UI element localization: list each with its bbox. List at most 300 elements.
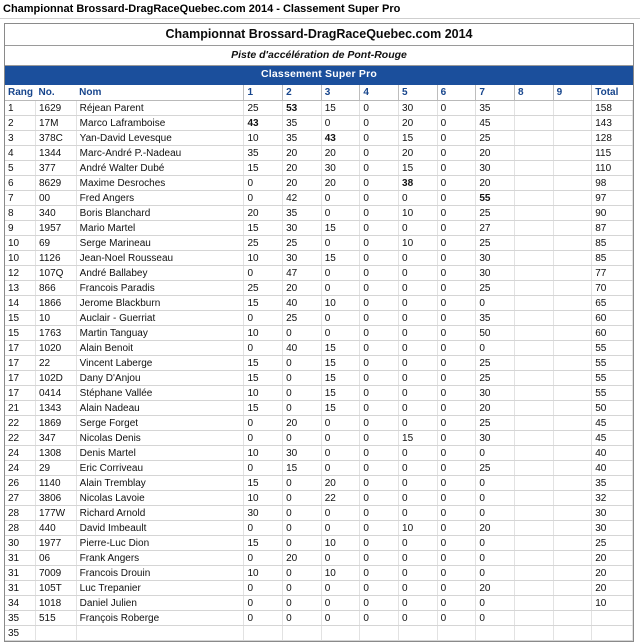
cell-round-1: 15 bbox=[244, 401, 283, 416]
cell-round-3: 15 bbox=[321, 341, 360, 356]
cell-round-6: 0 bbox=[437, 416, 476, 431]
table-row bbox=[5, 221, 633, 236]
cell-round-9 bbox=[553, 221, 592, 236]
cell-no: 1763 bbox=[36, 326, 77, 341]
cell-total: 90 bbox=[592, 206, 633, 221]
cell-round-1: 0 bbox=[244, 461, 283, 476]
cell-round-6: 0 bbox=[437, 311, 476, 326]
cell-round-5: 20 bbox=[399, 146, 438, 161]
cell-total: 55 bbox=[592, 356, 633, 371]
cell-round-4: 0 bbox=[360, 251, 399, 266]
cell-round-3: 0 bbox=[321, 326, 360, 341]
cell-total: 158 bbox=[592, 101, 633, 116]
cell-total: 97 bbox=[592, 191, 633, 206]
cell-round-4: 0 bbox=[360, 596, 399, 611]
cell-no: 378C bbox=[36, 131, 77, 146]
table-row bbox=[5, 551, 633, 566]
category-band: Classement Super Pro bbox=[5, 66, 633, 83]
table-row bbox=[5, 101, 633, 116]
cell-round-8 bbox=[514, 206, 553, 221]
cell-round-1: 0 bbox=[244, 611, 283, 626]
cell-round-7: 27 bbox=[476, 221, 515, 236]
cell-round-9 bbox=[553, 581, 592, 596]
cell-rang: 10 bbox=[5, 251, 36, 266]
cell-round-5: 0 bbox=[399, 416, 438, 431]
cell-round-8 bbox=[514, 296, 553, 311]
cell-round-2: 0 bbox=[283, 431, 322, 446]
cell-round-1: 0 bbox=[244, 596, 283, 611]
cell-no: 06 bbox=[36, 551, 77, 566]
table-row bbox=[5, 431, 633, 446]
cell-no: 8629 bbox=[36, 176, 77, 191]
cell-round-6: 0 bbox=[437, 596, 476, 611]
table-row bbox=[5, 311, 633, 326]
cell-nom: François Roberge bbox=[76, 611, 244, 626]
cell-round-2: 0 bbox=[283, 566, 322, 581]
cell-round-2: 0 bbox=[283, 491, 322, 506]
cell-round-3: 0 bbox=[321, 281, 360, 296]
cell-no: 1869 bbox=[36, 416, 77, 431]
cell-round-4: 0 bbox=[360, 116, 399, 131]
cell-nom: Stéphane Vallée bbox=[76, 386, 244, 401]
cell-round-8 bbox=[514, 101, 553, 116]
table-row bbox=[5, 476, 633, 491]
col-header-rang[interactable]: Rang bbox=[5, 84, 36, 101]
cell-round-9 bbox=[553, 431, 592, 446]
cell-round-8 bbox=[514, 386, 553, 401]
cell-nom: Francois Drouin bbox=[76, 566, 244, 581]
cell-nom: André Walter Dubé bbox=[76, 161, 244, 176]
cell-round-2: 0 bbox=[283, 611, 322, 626]
cell-round-6: 0 bbox=[437, 536, 476, 551]
table-row bbox=[5, 341, 633, 356]
cell-round-8 bbox=[514, 236, 553, 251]
cell-round-7: 0 bbox=[476, 506, 515, 521]
cell-no: 866 bbox=[36, 281, 77, 296]
cell-round-4 bbox=[360, 626, 399, 641]
cell-total: 45 bbox=[592, 416, 633, 431]
cell-round-2: 40 bbox=[283, 296, 322, 311]
cell-no: 105T bbox=[36, 581, 77, 596]
col-header-round-8[interactable]: 8 bbox=[514, 84, 553, 101]
cell-round-2: 30 bbox=[283, 221, 322, 236]
cell-round-1: 0 bbox=[244, 416, 283, 431]
cell-total: 20 bbox=[592, 581, 633, 596]
cell-round-2: 15 bbox=[283, 461, 322, 476]
cell-round-1: 0 bbox=[244, 191, 283, 206]
cell-round-8 bbox=[514, 611, 553, 626]
cell-round-3: 0 bbox=[321, 431, 360, 446]
cell-round-6: 0 bbox=[437, 446, 476, 461]
cell-round-7: 20 bbox=[476, 521, 515, 536]
cell-round-7: 25 bbox=[476, 371, 515, 386]
cell-no: 0414 bbox=[36, 386, 77, 401]
cell-round-2: 42 bbox=[283, 191, 322, 206]
cell-rang: 4 bbox=[5, 146, 36, 161]
cell-rang: 8 bbox=[5, 206, 36, 221]
col-header-no[interactable]: No. bbox=[36, 84, 77, 101]
cell-round-6: 0 bbox=[437, 491, 476, 506]
col-header-total[interactable]: Total bbox=[592, 84, 633, 101]
col-header-round-6[interactable]: 6 bbox=[437, 84, 476, 101]
cell-round-4: 0 bbox=[360, 551, 399, 566]
cell-round-1: 10 bbox=[244, 251, 283, 266]
table-row bbox=[5, 371, 633, 386]
cell-round-4: 0 bbox=[360, 206, 399, 221]
cell-round-8 bbox=[514, 401, 553, 416]
cell-round-7: 20 bbox=[476, 176, 515, 191]
cell-round-4: 0 bbox=[360, 296, 399, 311]
standings-table bbox=[5, 83, 633, 641]
cell-round-1: 15 bbox=[244, 161, 283, 176]
cell-round-3: 15 bbox=[321, 101, 360, 116]
cell-round-6: 0 bbox=[437, 326, 476, 341]
cell-round-3: 30 bbox=[321, 161, 360, 176]
cell-round-3: 0 bbox=[321, 461, 360, 476]
cell-round-7: 50 bbox=[476, 326, 515, 341]
cell-round-2: 35 bbox=[283, 206, 322, 221]
cell-no: 7009 bbox=[36, 566, 77, 581]
cell-round-5: 0 bbox=[399, 566, 438, 581]
cell-round-6: 0 bbox=[437, 341, 476, 356]
table-row bbox=[5, 356, 633, 371]
cell-round-4: 0 bbox=[360, 311, 399, 326]
cell-nom: David Imbeault bbox=[76, 521, 244, 536]
cell-round-8 bbox=[514, 521, 553, 536]
cell-round-2: 0 bbox=[283, 581, 322, 596]
cell-round-1: 43 bbox=[244, 116, 283, 131]
cell-round-7: 30 bbox=[476, 386, 515, 401]
cell-round-1: 0 bbox=[244, 311, 283, 326]
cell-nom: Vincent Laberge bbox=[76, 356, 244, 371]
window-title: Championnat Brossard-DragRaceQuebec.com 2014 - Classement Super Pro bbox=[0, 0, 640, 19]
cell-round-3: 20 bbox=[321, 176, 360, 191]
cell-round-8 bbox=[514, 356, 553, 371]
cell-nom: Frank Angers bbox=[76, 551, 244, 566]
cell-no: 17M bbox=[36, 116, 77, 131]
cell-round-6: 0 bbox=[437, 251, 476, 266]
cell-total: 60 bbox=[592, 326, 633, 341]
cell-round-9 bbox=[553, 101, 592, 116]
cell-round-5: 10 bbox=[399, 521, 438, 536]
cell-round-4: 0 bbox=[360, 236, 399, 251]
cell-round-3: 10 bbox=[321, 296, 360, 311]
cell-round-3: 0 bbox=[321, 416, 360, 431]
cell-round-5: 0 bbox=[399, 506, 438, 521]
cell-round-8 bbox=[514, 566, 553, 581]
cell-round-3: 0 bbox=[321, 191, 360, 206]
cell-round-1: 35 bbox=[244, 146, 283, 161]
cell-no: 340 bbox=[36, 206, 77, 221]
cell-round-6: 0 bbox=[437, 371, 476, 386]
table-row bbox=[5, 596, 633, 611]
cell-no: 177W bbox=[36, 506, 77, 521]
cell-round-7: 25 bbox=[476, 281, 515, 296]
table-row bbox=[5, 506, 633, 521]
cell-round-7: 0 bbox=[476, 491, 515, 506]
cell-round-6: 0 bbox=[437, 476, 476, 491]
cell-round-9 bbox=[553, 146, 592, 161]
cell-round-6: 0 bbox=[437, 566, 476, 581]
col-header-round-2[interactable]: 2 bbox=[283, 84, 322, 101]
cell-round-6: 0 bbox=[437, 506, 476, 521]
cell-rang: 34 bbox=[5, 596, 36, 611]
cell-round-8 bbox=[514, 491, 553, 506]
cell-nom: Serge Marineau bbox=[76, 236, 244, 251]
col-header-round-5[interactable]: 5 bbox=[399, 84, 438, 101]
cell-round-6: 0 bbox=[437, 176, 476, 191]
table-row bbox=[5, 386, 633, 401]
cell-nom: Dany D'Anjou bbox=[76, 371, 244, 386]
cell-round-9 bbox=[553, 236, 592, 251]
col-header-round-9[interactable]: 9 bbox=[553, 84, 592, 101]
cell-round-2: 0 bbox=[283, 356, 322, 371]
table-row bbox=[5, 236, 633, 251]
cell-round-5: 0 bbox=[399, 581, 438, 596]
cell-no: 22 bbox=[36, 356, 77, 371]
cell-round-6: 0 bbox=[437, 521, 476, 536]
cell-round-8 bbox=[514, 326, 553, 341]
cell-round-6: 0 bbox=[437, 161, 476, 176]
cell-round-6: 0 bbox=[437, 191, 476, 206]
cell-round-5: 15 bbox=[399, 131, 438, 146]
cell-no: 1957 bbox=[36, 221, 77, 236]
cell-round-4: 0 bbox=[360, 446, 399, 461]
cell-total: 65 bbox=[592, 296, 633, 311]
cell-rang: 31 bbox=[5, 566, 36, 581]
cell-round-7: 30 bbox=[476, 266, 515, 281]
cell-round-8 bbox=[514, 371, 553, 386]
table-row bbox=[5, 581, 633, 596]
cell-no: 440 bbox=[36, 521, 77, 536]
cell-round-5: 0 bbox=[399, 341, 438, 356]
cell-round-7: 20 bbox=[476, 401, 515, 416]
cell-round-8 bbox=[514, 461, 553, 476]
cell-rang: 22 bbox=[5, 416, 36, 431]
cell-round-9 bbox=[553, 311, 592, 326]
cell-round-2: 20 bbox=[283, 146, 322, 161]
cell-round-6: 0 bbox=[437, 581, 476, 596]
cell-nom: Eric Corriveau bbox=[76, 461, 244, 476]
cell-round-5: 0 bbox=[399, 551, 438, 566]
cell-round-8 bbox=[514, 221, 553, 236]
cell-round-6: 0 bbox=[437, 101, 476, 116]
cell-round-7: 20 bbox=[476, 146, 515, 161]
cell-total: 10 bbox=[592, 596, 633, 611]
cell-no: 107Q bbox=[36, 266, 77, 281]
cell-rang: 15 bbox=[5, 311, 36, 326]
cell-round-3: 20 bbox=[321, 476, 360, 491]
cell-round-3: 15 bbox=[321, 401, 360, 416]
cell-total: 60 bbox=[592, 311, 633, 326]
col-header-round-7[interactable]: 7 bbox=[476, 84, 515, 101]
cell-round-3: 15 bbox=[321, 386, 360, 401]
cell-round-1: 0 bbox=[244, 581, 283, 596]
cell-nom: Boris Blanchard bbox=[76, 206, 244, 221]
cell-round-9 bbox=[553, 596, 592, 611]
cell-nom: André Ballabey bbox=[76, 266, 244, 281]
cell-round-4: 0 bbox=[360, 176, 399, 191]
cell-nom: Martin Tanguay bbox=[76, 326, 244, 341]
cell-rang: 14 bbox=[5, 296, 36, 311]
cell-rang: 17 bbox=[5, 371, 36, 386]
cell-round-2: 0 bbox=[283, 521, 322, 536]
cell-round-1: 15 bbox=[244, 356, 283, 371]
cell-round-9 bbox=[553, 371, 592, 386]
cell-total: 115 bbox=[592, 146, 633, 161]
cell-round-4: 0 bbox=[360, 266, 399, 281]
cell-no: 1308 bbox=[36, 446, 77, 461]
cell-nom: Mario Martel bbox=[76, 221, 244, 236]
cell-round-8 bbox=[514, 281, 553, 296]
cell-round-8 bbox=[514, 251, 553, 266]
table-row bbox=[5, 116, 633, 131]
results-document bbox=[4, 23, 634, 642]
cell-round-4: 0 bbox=[360, 506, 399, 521]
cell-rang: 22 bbox=[5, 431, 36, 446]
cell-total: 20 bbox=[592, 551, 633, 566]
cell-no: 377 bbox=[36, 161, 77, 176]
cell-round-9 bbox=[553, 296, 592, 311]
cell-round-7 bbox=[476, 626, 515, 641]
cell-nom: Jerome Blackburn bbox=[76, 296, 244, 311]
cell-round-2: 53 bbox=[283, 101, 322, 116]
cell-round-5: 15 bbox=[399, 161, 438, 176]
cell-rang: 3 bbox=[5, 131, 36, 146]
cell-round-5: 0 bbox=[399, 281, 438, 296]
col-header-round-3[interactable]: 3 bbox=[321, 84, 360, 101]
cell-rang: 10 bbox=[5, 236, 36, 251]
cell-round-6: 0 bbox=[437, 221, 476, 236]
cell-round-5: 38 bbox=[399, 176, 438, 191]
cell-rang: 17 bbox=[5, 341, 36, 356]
cell-round-8 bbox=[514, 311, 553, 326]
cell-round-1: 15 bbox=[244, 296, 283, 311]
cell-no: 515 bbox=[36, 611, 77, 626]
cell-rang: 2 bbox=[5, 116, 36, 131]
cell-round-8 bbox=[514, 446, 553, 461]
cell-round-8 bbox=[514, 506, 553, 521]
cell-round-9 bbox=[553, 191, 592, 206]
cell-round-8 bbox=[514, 596, 553, 611]
cell-round-8 bbox=[514, 146, 553, 161]
cell-total bbox=[592, 611, 633, 626]
cell-nom: Richard Arnold bbox=[76, 506, 244, 521]
col-header-nom[interactable]: Nom bbox=[76, 84, 244, 101]
cell-round-9 bbox=[553, 476, 592, 491]
table-row bbox=[5, 521, 633, 536]
table-body bbox=[5, 101, 633, 641]
cell-round-9 bbox=[553, 131, 592, 146]
cell-round-3: 0 bbox=[321, 311, 360, 326]
cell-round-8 bbox=[514, 416, 553, 431]
cell-nom: Daniel Julien bbox=[76, 596, 244, 611]
cell-round-2: 0 bbox=[283, 476, 322, 491]
table-row bbox=[5, 611, 633, 626]
cell-round-4: 0 bbox=[360, 341, 399, 356]
cell-round-5: 0 bbox=[399, 266, 438, 281]
cell-rang: 31 bbox=[5, 551, 36, 566]
cell-no: 347 bbox=[36, 431, 77, 446]
cell-round-1: 10 bbox=[244, 326, 283, 341]
cell-round-3: 15 bbox=[321, 251, 360, 266]
cell-nom: Alain Tremblay bbox=[76, 476, 244, 491]
cell-round-7: 0 bbox=[476, 296, 515, 311]
cell-round-2: 0 bbox=[283, 326, 322, 341]
cell-round-8 bbox=[514, 161, 553, 176]
table-row bbox=[5, 296, 633, 311]
table-row bbox=[5, 191, 633, 206]
col-header-round-4[interactable]: 4 bbox=[360, 84, 399, 101]
cell-nom: Serge Forget bbox=[76, 416, 244, 431]
cell-rang: 28 bbox=[5, 506, 36, 521]
table-row bbox=[5, 491, 633, 506]
cell-round-2: 20 bbox=[283, 281, 322, 296]
cell-nom: Nicolas Lavoie bbox=[76, 491, 244, 506]
cell-round-8 bbox=[514, 536, 553, 551]
cell-nom: Denis Martel bbox=[76, 446, 244, 461]
cell-round-7: 0 bbox=[476, 551, 515, 566]
cell-round-4: 0 bbox=[360, 476, 399, 491]
cell-round-5: 0 bbox=[399, 386, 438, 401]
cell-round-6: 0 bbox=[437, 461, 476, 476]
cell-total: 128 bbox=[592, 131, 633, 146]
cell-round-1: 0 bbox=[244, 341, 283, 356]
table-row bbox=[5, 446, 633, 461]
cell-no bbox=[36, 626, 77, 641]
cell-round-3: 0 bbox=[321, 581, 360, 596]
cell-total: 35 bbox=[592, 476, 633, 491]
cell-round-4: 0 bbox=[360, 416, 399, 431]
cell-round-1: 0 bbox=[244, 176, 283, 191]
cell-round-9 bbox=[553, 461, 592, 476]
cell-nom: Fred Angers bbox=[76, 191, 244, 206]
cell-rang: 24 bbox=[5, 461, 36, 476]
cell-round-4: 0 bbox=[360, 131, 399, 146]
cell-nom: Nicolas Denis bbox=[76, 431, 244, 446]
cell-round-2 bbox=[283, 626, 322, 641]
cell-round-1: 30 bbox=[244, 506, 283, 521]
cell-round-6: 0 bbox=[437, 551, 476, 566]
cell-round-5: 0 bbox=[399, 311, 438, 326]
cell-round-1: 25 bbox=[244, 281, 283, 296]
cell-round-1: 15 bbox=[244, 536, 283, 551]
cell-round-3: 20 bbox=[321, 146, 360, 161]
cell-round-9 bbox=[553, 386, 592, 401]
cell-total: 55 bbox=[592, 386, 633, 401]
col-header-round-1[interactable]: 1 bbox=[244, 84, 283, 101]
cell-total: 30 bbox=[592, 506, 633, 521]
cell-round-1: 25 bbox=[244, 101, 283, 116]
cell-nom: Francois Paradis bbox=[76, 281, 244, 296]
cell-round-6: 0 bbox=[437, 236, 476, 251]
cell-round-6: 0 bbox=[437, 266, 476, 281]
cell-round-6: 0 bbox=[437, 386, 476, 401]
cell-round-5 bbox=[399, 626, 438, 641]
cell-round-4: 0 bbox=[360, 566, 399, 581]
cell-nom bbox=[76, 626, 244, 641]
cell-round-4: 0 bbox=[360, 191, 399, 206]
cell-round-7: 0 bbox=[476, 536, 515, 551]
cell-round-2: 0 bbox=[283, 401, 322, 416]
cell-round-1: 15 bbox=[244, 476, 283, 491]
cell-nom: Marc-André P.-Nadeau bbox=[76, 146, 244, 161]
cell-no: 1018 bbox=[36, 596, 77, 611]
cell-round-8 bbox=[514, 581, 553, 596]
cell-nom: Alain Benoit bbox=[76, 341, 244, 356]
cell-nom: Auclair - Guerriat bbox=[76, 311, 244, 326]
cell-rang: 17 bbox=[5, 356, 36, 371]
